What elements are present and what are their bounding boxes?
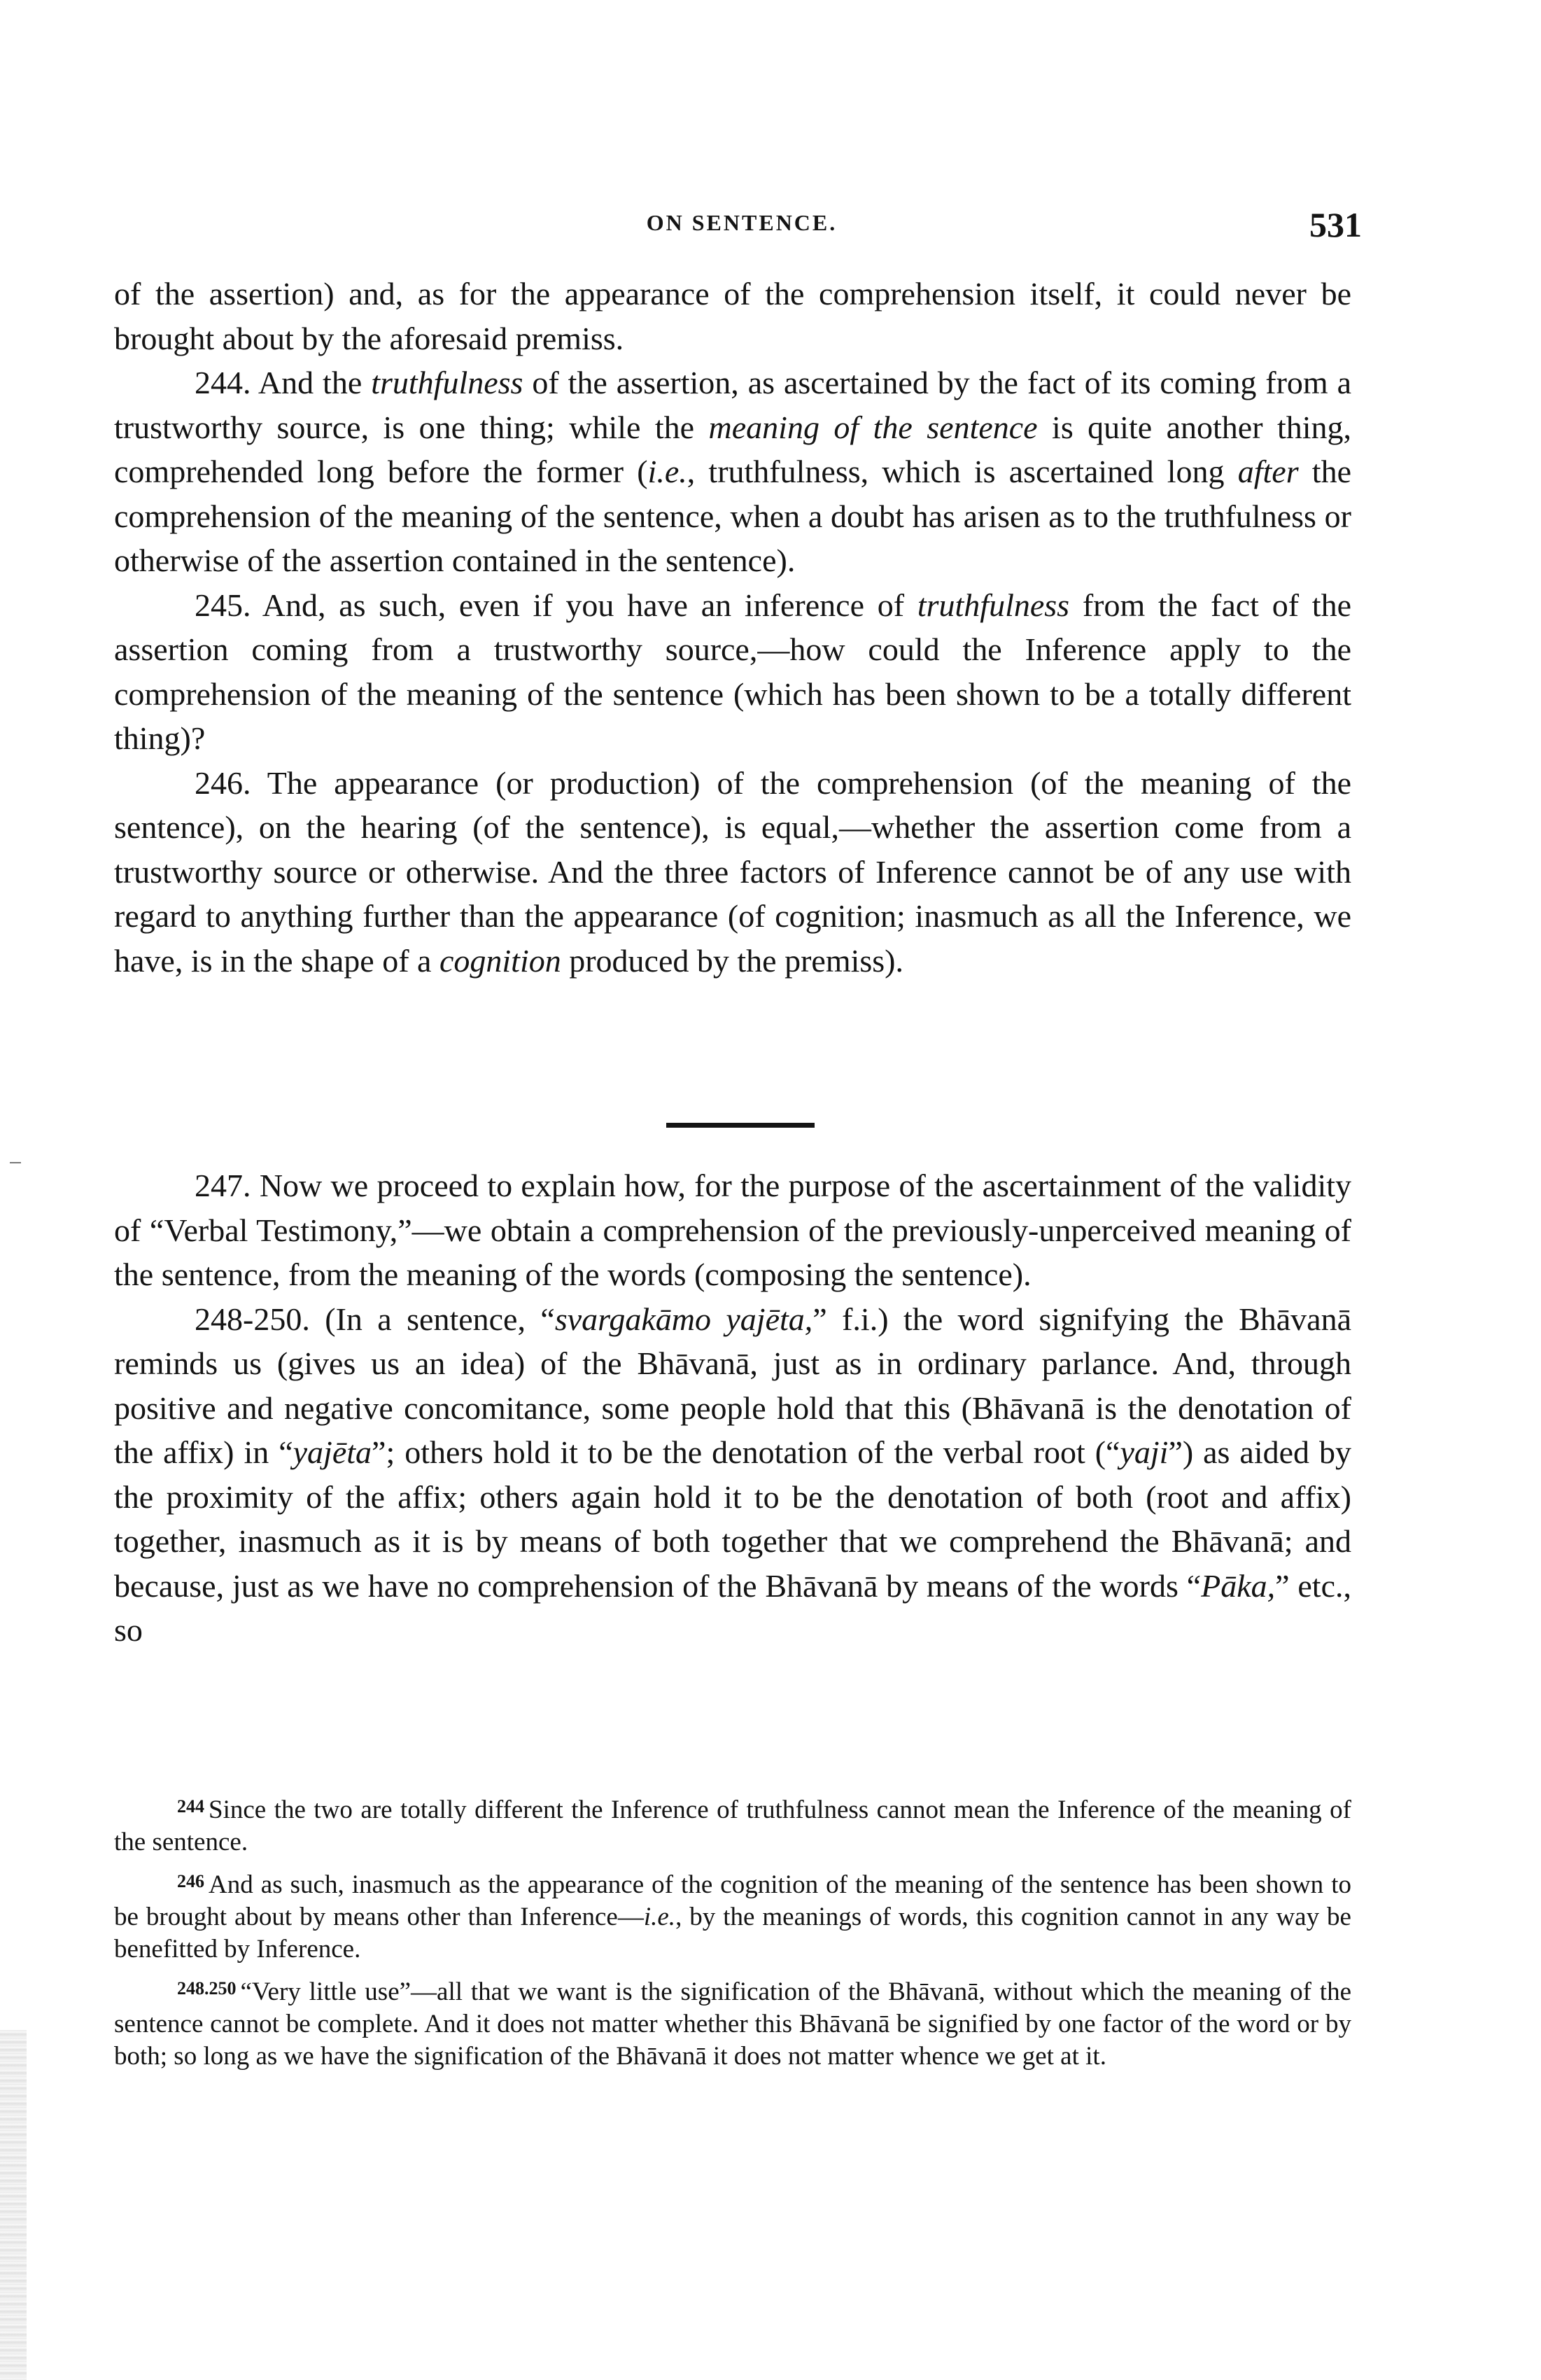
- paragraph-number: 248-250.: [195, 1301, 310, 1337]
- footnote-246: $^{246}$ And as such, inasmuch as the appearance of the cognition of the meaning of the sentence has been shown to be brought about by means other than Inference—i.e., by the meanings of words, this cognition cannot in any way be benefitted by Inference.: [114, 1870, 1351, 1963]
- paragraph-247: 247. Now we proceed to explain how, for the purpose of the ascertainment of the validity of “Verbal Testimony,”—we obtain a comprehension of the previously-unperceived meaning of the sentence, from the meaning of the words (composing the sentence).: [114, 1168, 1352, 1292]
- scan-edge-artifact: [0, 2030, 27, 2380]
- paragraph-246: 246. The appearance (or production) of the comprehension (of the meaning of the sentence), on the hearing (of the sentence), is equal,—whether the assertion come from a trustworthy source or otherwise. And the three factors of Inference cannot be of any use with regard to anything further than the appearance (of cognition; inasmuch as all the Inference, we have, is in the shape of a cognition produced by the premiss).: [114, 764, 1351, 979]
- paragraph-244: 244. And the truthfulness of the assertion, as ascertained by the fact of its coming from a trustworthy source, is one thing; while the meaning of the sentence is quite another thing, comprehended long before the former (i.e., truthfulness, which is ascertained long after the comprehension of the meaning of the sentence, when a doubt has arisen as to the truthfulness or otherwise of the assertion contained in the sentence).: [114, 365, 1352, 578]
- paragraph-number: 247.: [195, 1168, 251, 1203]
- footnote-marker: 248.250: [177, 1978, 237, 1998]
- footnote-248-250: $^{248.250}$ “Very little use”—all that we want is the signification of the Bhāvanā, without which the meaning of the sentence cannot be complete. And it does not matter whether this Bhāvanā be signified by one factor of the word or by both; so long as we have the signification of the Bhāvanā it does not matter whence we get at it.: [114, 1977, 1351, 2071]
- paragraph-248-250: 248-250. (In a sentence, “svargakāmo yajēta,” f.i.) the word signifying the Bhāvanā reminds us (gives us an idea) of the Bhāvanā, just as in ordinary parlance. And, through positive and negative concomitance, some people hold that this (Bhāvanā is the denotation of the affix) in “yajēta”; others hold it to be the denotation of the verbal root (“yaji”) as aided by the proximity of the affix; others again hold it to be the denotation of both (root and affix) together, inasmuch as it is by means of both together that we comprehend the Bhāvanā; and because, just as we have no comprehension of the Bhāvanā by means of the words “Pāka,” etc., so: [114, 1301, 1352, 1648]
- margin-mark: [10, 1162, 21, 1163]
- page-number: 531: [1309, 205, 1362, 244]
- section-divider: [666, 1123, 815, 1128]
- main-text-top: [114, 272, 1351, 983]
- paragraph-number: 244.: [195, 365, 251, 400]
- running-title: ON SENTENCE.: [646, 210, 838, 235]
- paragraph-245: 245. And, as such, even if you have an inference of truthfulness from the fact of the assertion coming from a trustworthy source,—how could the Inference apply to the comprehension of the meaning of the sentence (which has been shown to be a totally different thing)?: [114, 587, 1351, 756]
- footnote-marker: 244: [177, 1796, 204, 1816]
- footnotes: [114, 1791, 1351, 2080]
- footnote-244: $^{244}$ Since the two are totally different the Inference of truthfulness cannot mean the Inference of the meaning of the sentence.: [114, 1795, 1351, 1856]
- running-head: [112, 204, 1372, 253]
- footnote-marker: 246: [177, 1871, 204, 1891]
- paragraph-number: 245.: [195, 587, 251, 623]
- main-text-bottom: [114, 1163, 1351, 1653]
- paragraph-continued: of the assertion) and, as for the appearance of the comprehension itself, it could never be brought about by the aforesaid premiss.: [114, 276, 1351, 356]
- paragraph-number: 246.: [195, 764, 251, 801]
